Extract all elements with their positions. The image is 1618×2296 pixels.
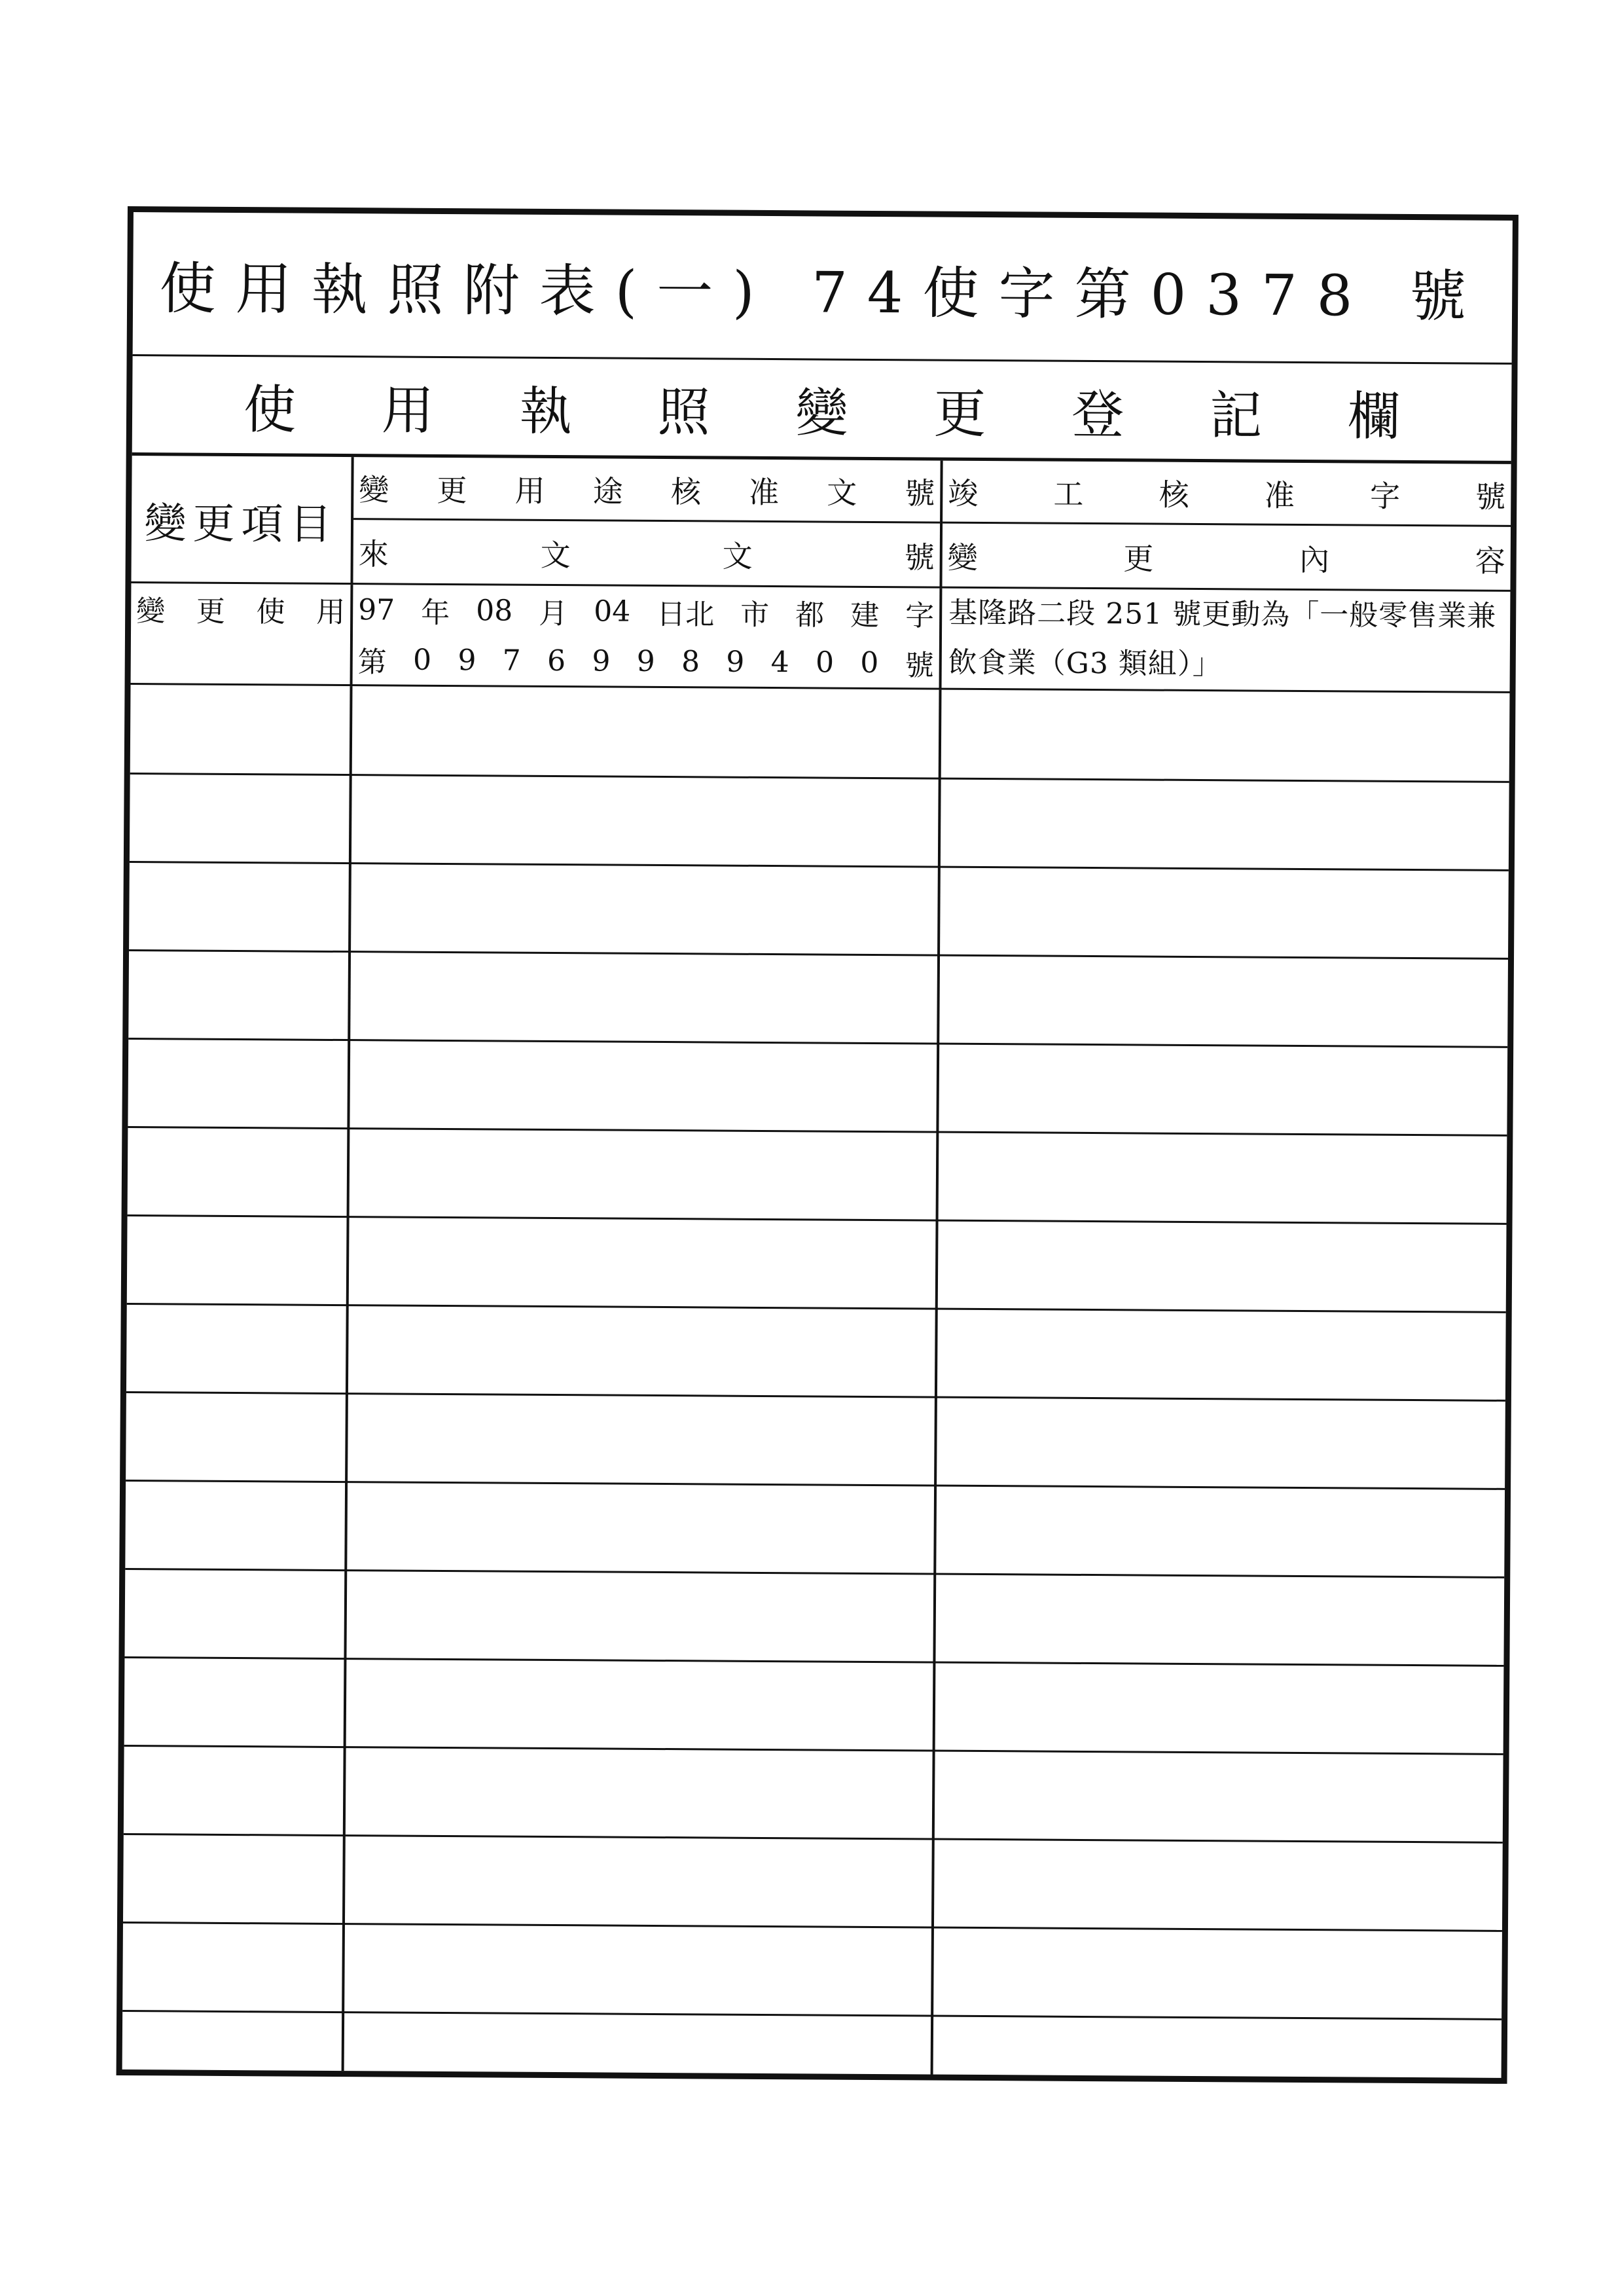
entry-change-content-cell <box>939 589 1511 693</box>
entry-item-char: 更 <box>196 594 226 629</box>
header-char: 號 <box>904 539 935 575</box>
header-char: 竣 <box>948 475 979 511</box>
doc-token: 第 <box>357 646 387 680</box>
column-header-completion <box>939 461 1511 592</box>
heading-char: 用 <box>381 380 435 441</box>
doc-token: 年 <box>421 596 450 630</box>
entry-doc-line1 <box>353 585 939 638</box>
empty-row-rule <box>123 1922 1502 1932</box>
title-char: (一) <box>615 259 775 325</box>
heading-char: 更 <box>933 383 986 445</box>
doc-token: 0 <box>860 646 879 680</box>
column-header-incoming-doc-number <box>353 520 940 587</box>
empty-row-rule <box>124 1833 1503 1844</box>
entry-item <box>131 583 350 634</box>
title-char: 使 <box>159 255 236 322</box>
entry-change-content-line2: 飲食業（G3 類組）」 <box>948 646 1223 682</box>
header-char: 准 <box>1264 477 1295 513</box>
header-char: 更 <box>437 472 467 508</box>
header-char: 文 <box>827 475 857 511</box>
empty-row-rule <box>125 1568 1504 1578</box>
title-char: 照 <box>387 257 463 323</box>
table-row <box>131 583 1511 693</box>
header-char: 字 <box>1369 478 1401 514</box>
entry-change-content-line1: 基隆路二段 251 號更動為「一般零售業兼 <box>948 596 1497 633</box>
header-char: 核 <box>1159 477 1189 513</box>
header-char: 內 <box>1299 541 1330 578</box>
doc-token: 08 <box>476 593 513 628</box>
doc-token: 號 <box>905 649 934 683</box>
doc-token: 都 <box>795 598 825 632</box>
header-char: 變 <box>359 471 389 507</box>
empty-row-rule <box>128 1126 1507 1137</box>
empty-row-rule <box>130 773 1509 783</box>
section-heading <box>132 356 1512 464</box>
section-heading-text <box>132 356 1512 461</box>
doc-token: 04 <box>594 594 631 629</box>
title-char: 使字第 <box>922 260 1151 328</box>
heading-char: 變 <box>795 382 848 444</box>
header-char: 號 <box>905 475 935 511</box>
doc-token: 9 <box>458 643 476 677</box>
heading-char: 使 <box>243 379 297 441</box>
empty-row-rule <box>126 1480 1505 1490</box>
heading-char: 記 <box>1209 385 1263 446</box>
document-title-text <box>159 243 1486 332</box>
doc-token: 市 <box>740 598 770 632</box>
doc-token: 97 <box>358 592 395 627</box>
header-char: 核 <box>670 473 702 509</box>
header-char: 文 <box>722 538 753 574</box>
entry-item-char: 變 <box>136 594 166 629</box>
empty-row-rule <box>127 1303 1506 1313</box>
doc-token: 0 <box>412 643 432 677</box>
column-header-approval-doc <box>350 457 940 588</box>
doc-token: 0 <box>815 645 835 680</box>
doc-token: 月 <box>539 596 568 631</box>
doc-token: 9 <box>726 645 745 679</box>
header-char: 號 <box>1475 479 1506 515</box>
empty-row-rule <box>126 1391 1505 1402</box>
heading-char: 欄 <box>1347 386 1401 447</box>
doc-token: 7 <box>502 644 521 678</box>
column-divider <box>931 690 942 2075</box>
header-char: 來 <box>358 536 389 572</box>
entry-item-cell <box>131 583 351 686</box>
doc-token: 建 <box>850 598 880 633</box>
title-char: 附 <box>463 257 539 324</box>
empty-row-rule <box>130 861 1509 871</box>
empty-row-rule <box>129 949 1508 960</box>
header-char: 用 <box>514 473 545 509</box>
header-char: 途 <box>592 473 623 509</box>
title-license-number: 0378 <box>1150 262 1373 329</box>
doc-token: 4 <box>770 645 789 679</box>
title-char: 號 <box>1409 263 1486 330</box>
doc-token: 6 <box>547 644 566 678</box>
doc-token: 9 <box>636 644 655 678</box>
header-char: 工 <box>1053 476 1084 512</box>
title-char: 用 <box>235 256 312 323</box>
column-header-change-content <box>942 524 1511 591</box>
entry-doc-line2 <box>353 634 939 687</box>
doc-token: 日北 <box>656 597 715 632</box>
doc-token: 9 <box>592 644 611 678</box>
usage-license-attachment-table <box>117 206 1519 2084</box>
heading-char: 執 <box>519 380 573 443</box>
title-char: 表 <box>539 258 615 325</box>
heading-char: 照 <box>657 381 711 443</box>
header-char: 容 <box>1475 543 1505 579</box>
empty-row-rule <box>124 1656 1503 1667</box>
column-header-row <box>131 456 1511 592</box>
title-license-year: 74 <box>811 259 923 326</box>
header-char: 更 <box>1123 541 1154 577</box>
entry-doc-number-cell <box>350 585 940 689</box>
column-header-completion-approval-number <box>943 461 1511 527</box>
column-header-approval-doc-number <box>353 457 941 523</box>
doc-token: 字 <box>905 599 935 633</box>
document-title <box>133 212 1513 365</box>
entry-item-char: 使 <box>256 595 285 629</box>
header-char: 准 <box>748 474 780 510</box>
empty-row-rule <box>124 1745 1503 1755</box>
column-header-item: 變更項目 <box>144 499 338 549</box>
header-char: 文 <box>540 537 571 574</box>
empty-row-rule <box>128 1038 1507 1048</box>
doc-token: 8 <box>681 644 700 678</box>
heading-char: 登 <box>1071 384 1124 446</box>
column-divider <box>342 686 353 2071</box>
empty-row-rule <box>122 2010 1501 2020</box>
empty-row-rule <box>128 1214 1507 1225</box>
title-char: 執 <box>311 257 387 323</box>
header-char: 變 <box>947 539 978 575</box>
entry-item-char: 用 <box>316 595 346 630</box>
